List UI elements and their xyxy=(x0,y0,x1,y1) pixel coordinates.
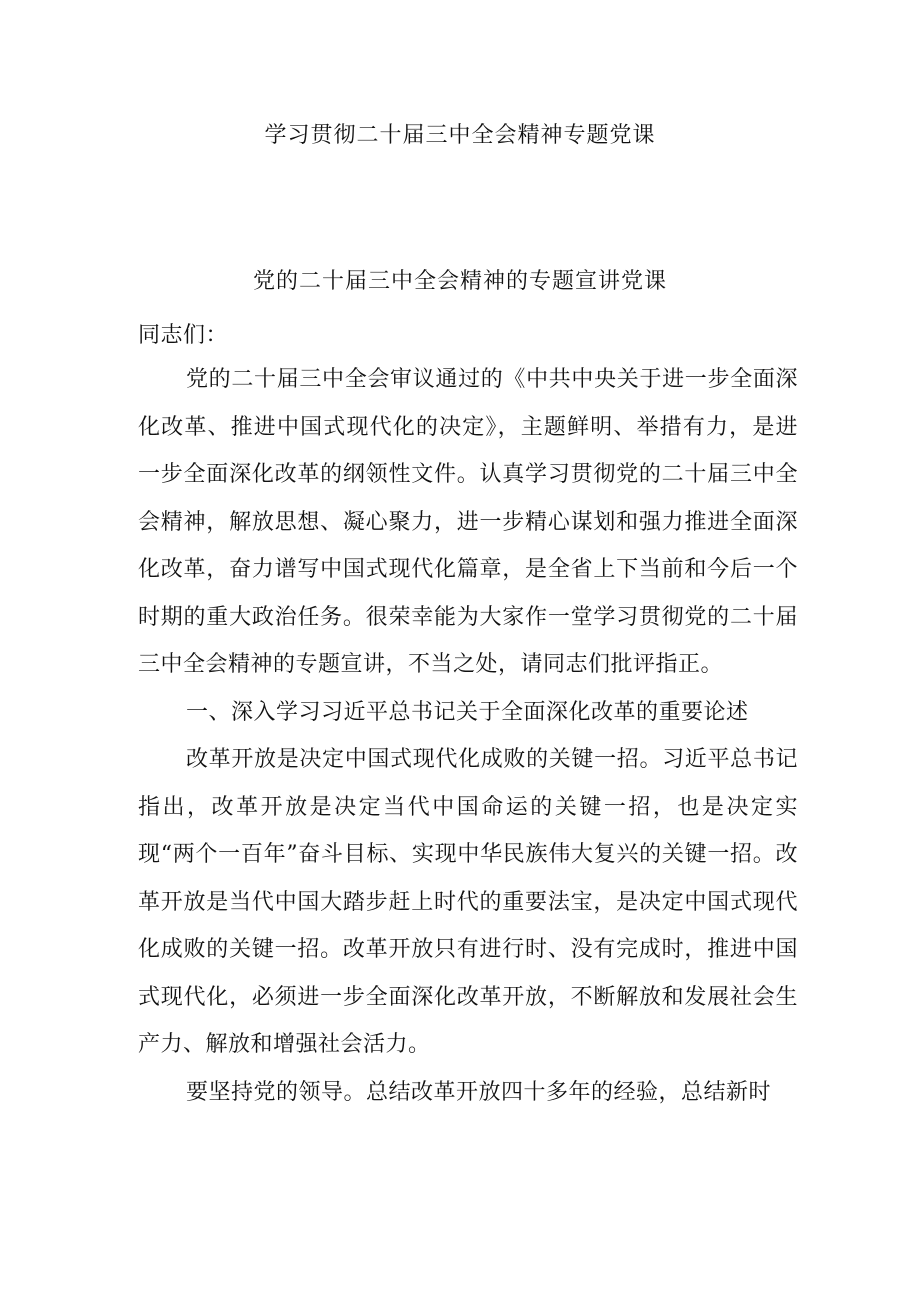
greeting: 同志们： xyxy=(138,323,229,348)
document-title: 学习贯彻二十届三中全会精神专题党课 xyxy=(264,123,656,148)
document-body xyxy=(138,356,798,1116)
paragraph-party-leadership: 要坚持党的领导。总结改革开放四十多年的经验，总结新时 xyxy=(186,1079,772,1105)
paragraph-reform: 改革开放是决定中国式现代化成败的关键一招。习近平总书记指出，改革开放是决定当代中国命运的关键一招，也是决定实现“两个一百年”奋斗目标、实现中华民族伟大复兴的关键一招。改革开放是当代中国大踏步赶上时代的重要法宝，是决定中国式现代化成败的关键一招。改革开放只有进行时、没有完成时，推进中国式现代化，必须进一步全面深化改革开放，不断解放和发展社会生产力、解放和增强社会活力。 xyxy=(138,747,798,1057)
section-heading: 一、深入学习习近平总书记关于全面深化改革的重要论述 xyxy=(186,699,749,725)
paragraph-intro: 党的二十届三中全会审议通过的《中共中央关于进一步全面深化改革、推进中国式现代化的决定》，主题鲜明、举措有力，是进一步全面深化改革的纲领性文件。认真学习贯彻党的二十届三中全会精神，解放思想、凝心聚力，进一步精心谋划和强力推进全面深化改革，奋力谱写中国式现代化篇章，是全省上下当前和今后一个时期的重大政治任务。很荣幸能为大家作一堂学习贯彻党的二十届三中全会精神的专题宣讲，不当之处，请同志们批评指正。 xyxy=(138,367,798,677)
document-subtitle: 党的二十届三中全会精神的专题宣讲党课 xyxy=(252,269,667,294)
